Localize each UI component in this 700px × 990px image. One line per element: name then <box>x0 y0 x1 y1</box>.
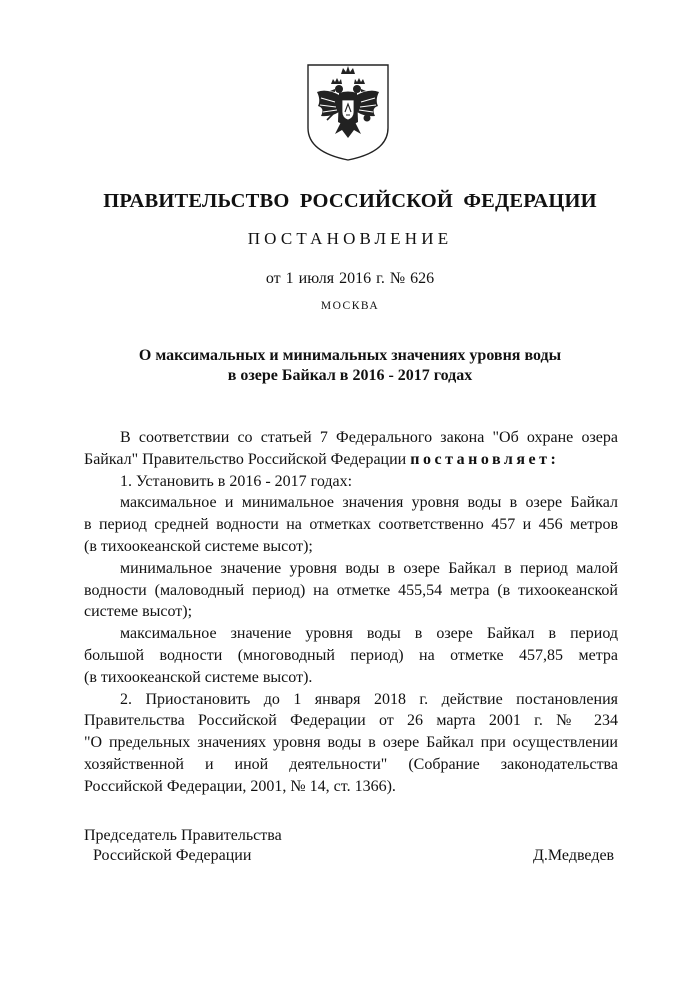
paragraph-line: (в тихоокеанской системе высот); <box>84 537 313 555</box>
paragraph-line: минимальное значение уровня воды в озере Байкал в период малой <box>120 559 618 577</box>
paragraph-line: системе высот); <box>84 603 193 621</box>
heading-line-1: О максимальных и минимальных значениях уровня воды <box>138 347 562 364</box>
signatory-position-line-2: Российской Федерации <box>93 847 252 864</box>
paragraph-line: Правительства Российской Федерации от 26 марта 2001 г. № 234 <box>84 712 618 730</box>
document-city: МОСКВА <box>320 300 380 312</box>
paragraph-line: Российской Федерации, 2001, № 14, ст. 1366). <box>84 777 396 795</box>
paragraph-line: максимальное и минимальное значения уровня воды в озере Байкал <box>120 494 618 512</box>
paragraph-line: 2. Приостановить до 1 января 2018 г. действие постановления <box>120 690 618 708</box>
paragraph-line: "О предельных значениях уровня воды в озере Байкал при осуществлении <box>84 734 618 752</box>
paragraph-line: (в тихоокеанской системе высот). <box>84 668 313 686</box>
heading-line-2: в озере Байкал в 2016 - 2017 годах <box>227 367 473 384</box>
paragraph-line: большой водности (многоводный период) на отметке 457,85 метра <box>84 646 618 664</box>
signatory-position <box>84 826 282 866</box>
signatory-position-line-1: Председатель Правительства <box>84 827 282 844</box>
document-date-number: от 1 июля 2016 г. № 626 <box>265 270 435 287</box>
signatory-name: Д.Медведев <box>533 847 615 864</box>
document-heading <box>0 346 700 386</box>
paragraph-line: В соответствии со статьей 7 Федерального закона "Об охране озера <box>120 429 618 446</box>
paragraph-line: максимальное значение уровня воды в озере Байкал в период <box>120 625 618 643</box>
paragraph-line: в период средней водности на отметках соответственно 457 и 456 метров <box>84 516 618 534</box>
paragraph-line: водности (маловодный период) на отметке 455,54 метра (в тихоокеанской <box>84 581 618 599</box>
paragraph-line <box>84 449 618 471</box>
decree-word: постановляет: <box>410 450 560 468</box>
paragraph-line: 1. Установить в 2016 - 2017 годах: <box>120 472 353 490</box>
document-body <box>84 427 618 798</box>
paragraph-text: Байкал" Правительство Российской Федерации <box>84 450 411 468</box>
paragraph-line: хозяйственной и иной деятельности" (Собрание законодательства <box>84 755 618 773</box>
document-type: ПОСТАНОВЛЕНИЕ <box>247 229 453 248</box>
government-title: ПРАВИТЕЛЬСТВО РОССИЙСКОЙ ФЕДЕРАЦИИ <box>103 190 597 212</box>
coat-of-arms-icon <box>305 62 391 162</box>
